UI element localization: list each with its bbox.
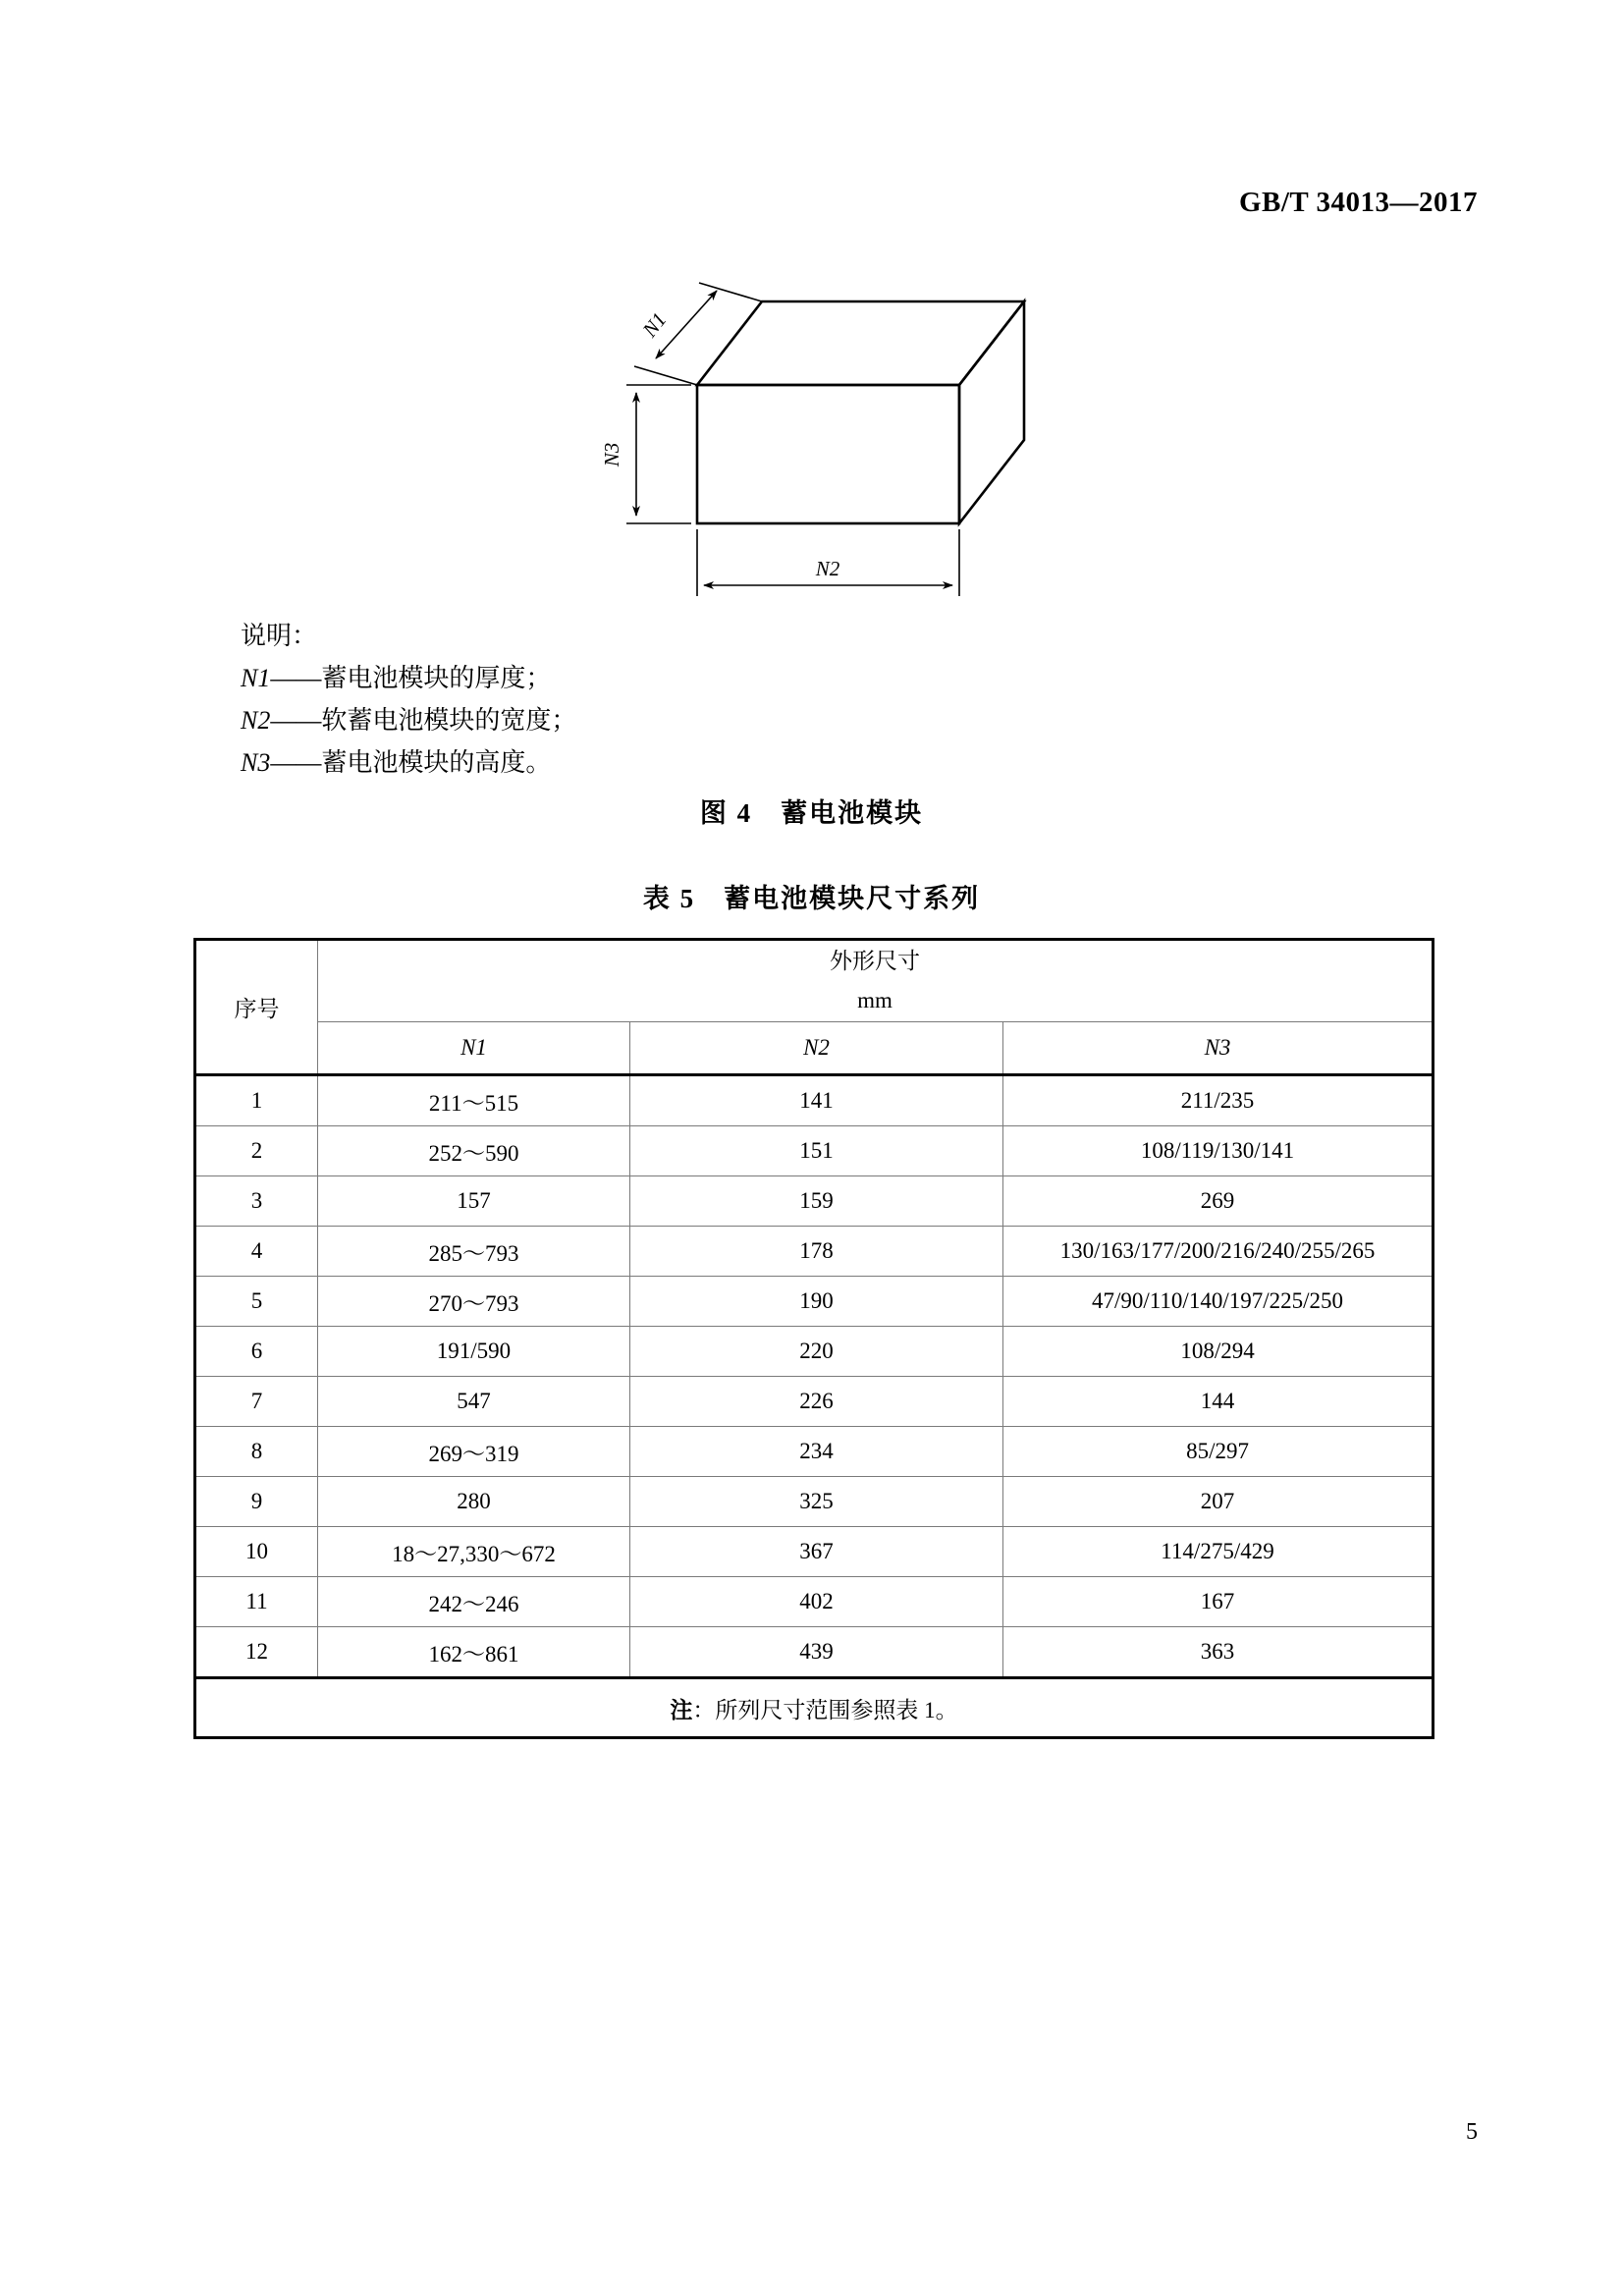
cell-seq: 3 <box>195 1176 318 1227</box>
legend-item-n2 <box>241 699 576 741</box>
cell-n1: 162～861 <box>318 1627 630 1678</box>
legend-item-n1 <box>241 657 576 699</box>
cell-n2: 159 <box>630 1176 1003 1227</box>
cell-n2: 220 <box>630 1327 1003 1377</box>
dimension-table-wrapper <box>193 938 1432 1739</box>
dimension-label-n3: N3 <box>600 442 623 467</box>
table-row <box>195 1126 1434 1176</box>
legend-dash-n1: —— <box>270 664 322 692</box>
cell-n3: 167 <box>1003 1577 1434 1627</box>
cell-n2: 151 <box>630 1126 1003 1176</box>
table-header-row-2 <box>195 1022 1434 1075</box>
cell-n1: 270～793 <box>318 1277 630 1327</box>
cell-n3: 269 <box>1003 1176 1434 1227</box>
page-number: 5 <box>1466 2119 1478 2145</box>
cell-n1: 191/590 <box>318 1327 630 1377</box>
cell-n1: 18～27,330～672 <box>318 1527 630 1577</box>
box-solid <box>697 301 1024 523</box>
cell-n3: 108/294 <box>1003 1327 1434 1377</box>
cell-n3: 363 <box>1003 1627 1434 1678</box>
cell-n1: 242～246 <box>318 1577 630 1627</box>
header-group-unit: mm <box>857 988 893 1012</box>
cell-n2: 367 <box>630 1527 1003 1577</box>
cell-seq: 7 <box>195 1377 318 1427</box>
legend-item-n3 <box>241 741 576 784</box>
cell-n1: 252～590 <box>318 1126 630 1176</box>
cell-n3: 144 <box>1003 1377 1434 1427</box>
table-row <box>195 1627 1434 1678</box>
cell-seq: 9 <box>195 1477 318 1527</box>
legend-symbol-n1: N1 <box>241 664 271 692</box>
cell-n2: 325 <box>630 1477 1003 1527</box>
header-col-n1: N1 <box>318 1022 630 1075</box>
legend-dash-n3: —— <box>270 748 322 777</box>
legend-symbol-n2: N2 <box>241 706 271 735</box>
dimension-label-n2: N2 <box>815 557 840 580</box>
legend-dash-n2: —— <box>270 706 322 735</box>
table-row <box>195 1075 1434 1126</box>
header-group-dimension <box>318 940 1434 1022</box>
cell-n3: 47/90/110/140/197/225/250 <box>1003 1277 1434 1327</box>
figure-legend <box>241 615 576 784</box>
cell-n3: 114/275/429 <box>1003 1527 1434 1577</box>
table-header-row-1 <box>195 940 1434 1022</box>
cell-n1: 285～793 <box>318 1227 630 1277</box>
cell-seq: 1 <box>195 1075 318 1126</box>
cell-n1: 269～319 <box>318 1427 630 1477</box>
cell-n2: 439 <box>630 1627 1003 1678</box>
cell-n1: 280 <box>318 1477 630 1527</box>
standard-number-header: GB/T 34013—2017 <box>1238 187 1478 218</box>
legend-text-n1: 蓄电池模块的厚度； <box>321 664 552 692</box>
cell-n3: 211/235 <box>1003 1075 1434 1126</box>
cell-n1: 157 <box>318 1176 630 1227</box>
cell-seq: 11 <box>195 1577 318 1627</box>
dimension-n3 <box>626 385 691 523</box>
header-col-n2: N2 <box>630 1022 1003 1075</box>
legend-text-n2: 软蓄电池模块的宽度； <box>321 706 577 735</box>
dimension-label-n1: N1 <box>637 307 672 342</box>
cell-n3: 108/119/130/141 <box>1003 1126 1434 1176</box>
figure-battery-module-diagram <box>589 250 1100 614</box>
cell-seq: 2 <box>195 1126 318 1176</box>
cell-n3: 207 <box>1003 1477 1434 1527</box>
table-row <box>195 1227 1434 1277</box>
legend-title: 说明： <box>241 622 318 650</box>
table-note-label: 注 <box>670 1697 693 1722</box>
cell-n2: 402 <box>630 1577 1003 1627</box>
table-row <box>195 1377 1434 1427</box>
table-row <box>195 1176 1434 1227</box>
legend-symbol-n3: N3 <box>241 748 271 777</box>
cell-n2: 234 <box>630 1427 1003 1477</box>
cell-seq: 8 <box>195 1427 318 1477</box>
cell-seq: 10 <box>195 1527 318 1577</box>
cell-seq: 12 <box>195 1627 318 1678</box>
cell-n2: 178 <box>630 1227 1003 1277</box>
header-col-n3: N3 <box>1003 1022 1434 1075</box>
cell-n1: 547 <box>318 1377 630 1427</box>
table-caption: 表 5 蓄电池模块尺寸系列 <box>642 884 981 913</box>
table-row <box>195 1577 1434 1627</box>
cell-n2: 190 <box>630 1277 1003 1327</box>
cell-n1: 211～515 <box>318 1075 630 1126</box>
table-row <box>195 1527 1434 1577</box>
cell-seq: 5 <box>195 1277 318 1327</box>
table-note-text: ：所列尺寸范围参照表 1。 <box>692 1697 958 1722</box>
dimension-table <box>193 938 1434 1739</box>
cell-seq: 4 <box>195 1227 318 1277</box>
table-row <box>195 1427 1434 1477</box>
cell-n2: 226 <box>630 1377 1003 1427</box>
table-row <box>195 1477 1434 1527</box>
header-group-title: 外形尺寸 <box>830 949 920 973</box>
table-note-cell <box>195 1678 1434 1738</box>
table-row <box>195 1327 1434 1377</box>
legend-text-n3: 蓄电池模块的高度。 <box>321 748 552 777</box>
cell-n3: 85/297 <box>1003 1427 1434 1477</box>
cell-n2: 141 <box>630 1075 1003 1126</box>
header-seq: 序号 <box>195 940 318 1075</box>
battery-module-svg <box>589 250 1100 614</box>
cell-n3: 130/163/177/200/216/240/255/265 <box>1003 1227 1434 1277</box>
cell-seq: 6 <box>195 1327 318 1377</box>
table-note-row <box>195 1678 1434 1738</box>
table-row <box>195 1277 1434 1327</box>
figure-caption: 图 4 蓄电池模块 <box>699 798 924 828</box>
